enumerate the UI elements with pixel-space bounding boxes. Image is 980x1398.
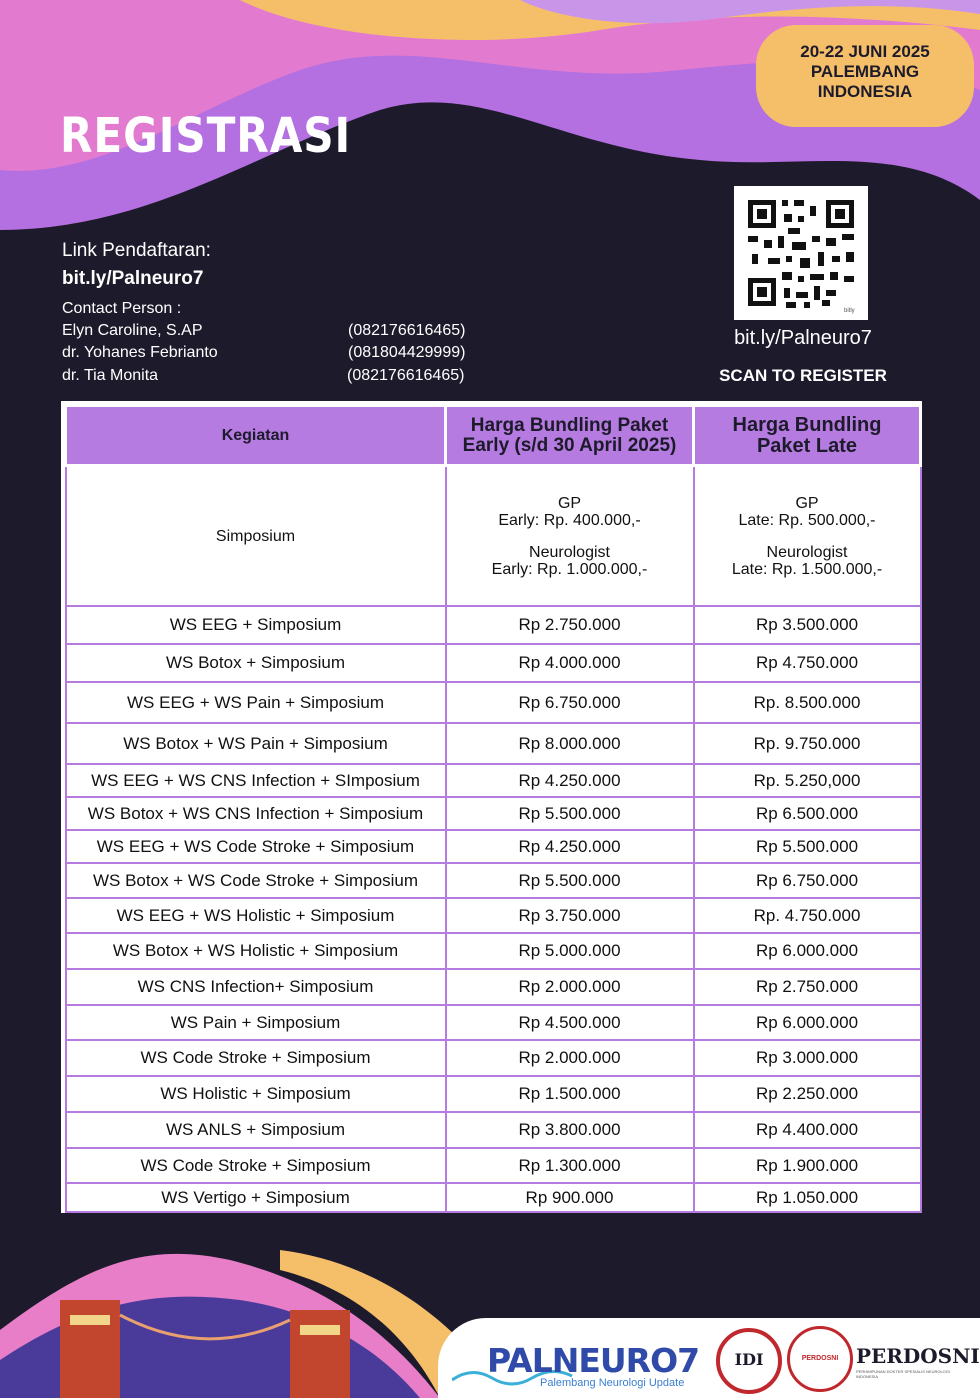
late-gp-label: GP bbox=[795, 494, 819, 512]
contact-phone[interactable]: (082176616465) bbox=[348, 322, 466, 339]
cell-late: Rp 3.500.000 bbox=[694, 606, 921, 644]
cell-kegiatan: WS Botox + WS Code Stroke + Simposium bbox=[66, 863, 446, 898]
palneuro-tagline: Palembang Neurologi Update bbox=[540, 1377, 685, 1389]
late-gp-price: Late: Rp. 500.000,- bbox=[738, 511, 876, 529]
cell-late: Rp 6.000.000 bbox=[694, 1005, 921, 1040]
table-row-simposium bbox=[66, 466, 921, 607]
cell-kegiatan: WS Code Stroke + Simposium bbox=[66, 1148, 446, 1183]
table-row bbox=[66, 933, 921, 969]
pricing-table-container bbox=[61, 401, 922, 1213]
table-row bbox=[66, 764, 921, 797]
idi-logo-text: IDI bbox=[734, 1350, 764, 1369]
table-row bbox=[66, 797, 921, 830]
cell-late: Rp 3.000.000 bbox=[694, 1040, 921, 1076]
cell-kegiatan: WS Botox + Simposium bbox=[66, 644, 446, 682]
cell-kegiatan: WS EEG + WS Code Stroke + Simposium bbox=[66, 830, 446, 863]
table-row bbox=[66, 863, 921, 898]
cell-early: Rp 900.000 bbox=[446, 1183, 694, 1212]
cell-late: Rp 1.050.000 bbox=[694, 1183, 921, 1212]
cell-late bbox=[694, 466, 921, 607]
cell-early: Rp 5.000.000 bbox=[446, 933, 694, 969]
event-date: 20-22 JUNI 2025 bbox=[800, 42, 930, 61]
link-label: Link Pendaftaran: bbox=[62, 240, 211, 261]
header-late bbox=[694, 406, 921, 466]
cell-early bbox=[446, 466, 694, 607]
cell-late: Rp. 4.750.000 bbox=[694, 898, 921, 933]
cell-late: Rp 2.750.000 bbox=[694, 969, 921, 1005]
cell-kegiatan: WS CNS Infection+ Simposium bbox=[66, 969, 446, 1005]
cell-late: Rp 2.250.000 bbox=[694, 1076, 921, 1112]
early-gp-label: GP bbox=[557, 494, 582, 512]
table-row bbox=[66, 1112, 921, 1148]
table-row bbox=[66, 1076, 921, 1112]
header-late-line1: Harga Bundling bbox=[732, 413, 882, 436]
qr-code-icon bbox=[734, 186, 868, 320]
early-neuro-price: Early: Rp. 1.000.000,- bbox=[491, 560, 648, 578]
table-row bbox=[66, 1183, 921, 1212]
cell-late: Rp 5.500.000 bbox=[694, 830, 921, 863]
cell-kegiatan: WS ANLS + Simposium bbox=[66, 1112, 446, 1148]
cell-kegiatan: WS EEG + WS CNS Infection + SImposium bbox=[66, 764, 446, 797]
cell-late: Rp. 8.500.000 bbox=[694, 682, 921, 723]
table-row bbox=[66, 830, 921, 863]
cell-early: Rp 6.750.000 bbox=[446, 682, 694, 723]
cell-kegiatan: WS EEG + Simposium bbox=[66, 606, 446, 644]
table-row bbox=[66, 606, 921, 644]
cell-kegiatan: WS Botox + WS CNS Infection + Simposium bbox=[66, 797, 446, 830]
cell-early: Rp 5.500.000 bbox=[446, 863, 694, 898]
qr-corner-text: bitly bbox=[844, 308, 855, 314]
qr-link[interactable]: bit.ly/Palneuro7 bbox=[734, 327, 872, 349]
header-early bbox=[446, 406, 694, 466]
table-header-row bbox=[66, 406, 921, 466]
early-neuro-label: Neurologist bbox=[529, 543, 610, 561]
cell-early: Rp 1.300.000 bbox=[446, 1148, 694, 1183]
table-row bbox=[66, 969, 921, 1005]
spacer bbox=[695, 529, 920, 544]
cell-kegiatan: WS Botox + WS Holistic + Simposium bbox=[66, 933, 446, 969]
contact-name: Elyn Caroline, S.AP bbox=[62, 322, 203, 339]
palneuro-logo: PALNEURO7 bbox=[487, 1341, 700, 1380]
table-row bbox=[66, 644, 921, 682]
event-country: INDONESIA bbox=[817, 82, 913, 101]
contact-person-label: Contact Person : bbox=[62, 300, 182, 317]
pricing-table bbox=[64, 404, 922, 1213]
table-row bbox=[66, 723, 921, 764]
cell-early: Rp 1.500.000 bbox=[446, 1076, 694, 1112]
cell-late: Rp 4.400.000 bbox=[694, 1112, 921, 1148]
cell-early: Rp 4.000.000 bbox=[446, 644, 694, 682]
cell-kegiatan: Simposium bbox=[66, 466, 446, 607]
early-gp-price: Early: Rp. 400.000,- bbox=[498, 511, 641, 529]
cell-late: Rp. 9.750.000 bbox=[694, 723, 921, 764]
late-neuro-label: Neurologist bbox=[766, 543, 848, 561]
perdosni-subtitle: PERHIMPUNAN DOKTER SPESIALIS NEUROLOGI INDONESIA bbox=[856, 1369, 951, 1379]
cell-early: Rp 3.800.000 bbox=[446, 1112, 694, 1148]
header-late-line2: Paket Late bbox=[756, 434, 858, 457]
contact-name: dr. Tia Monita bbox=[62, 367, 159, 384]
header-early-line2: Early (s/d 30 April 2025) bbox=[462, 434, 677, 456]
cell-early: Rp 2.750.000 bbox=[446, 606, 694, 644]
cell-kegiatan: WS Pain + Simposium bbox=[66, 1005, 446, 1040]
perdosni-seal-text: PERDOSNI bbox=[801, 1355, 839, 1362]
header-early-line1: Harga Bundling Paket bbox=[470, 414, 669, 436]
cell-early: Rp 4.250.000 bbox=[446, 764, 694, 797]
cell-early: Rp 8.000.000 bbox=[446, 723, 694, 764]
cell-early: Rp 4.500.000 bbox=[446, 1005, 694, 1040]
table-row bbox=[66, 898, 921, 933]
cell-late: Rp 1.900.000 bbox=[694, 1148, 921, 1183]
cell-kegiatan: WS Code Stroke + Simposium bbox=[66, 1040, 446, 1076]
page-title: REGISTRASI bbox=[60, 108, 352, 164]
event-city: PALEMBANG bbox=[810, 62, 920, 81]
scan-to-register: SCAN TO REGISTER bbox=[719, 366, 887, 385]
perdosni-label: PERDOSNI bbox=[856, 1344, 980, 1368]
registration-link[interactable]: bit.ly/Palneuro7 bbox=[62, 268, 204, 289]
cell-early: Rp 2.000.000 bbox=[446, 969, 694, 1005]
cell-late: Rp 4.750.000 bbox=[694, 644, 921, 682]
table-row bbox=[66, 1040, 921, 1076]
cell-kegiatan: WS EEG + WS Pain + Simposium bbox=[66, 682, 446, 723]
idi-logo bbox=[716, 1328, 782, 1394]
late-neuro-price: Late: Rp. 1.500.000,- bbox=[731, 560, 883, 578]
cell-early: Rp 4.250.000 bbox=[446, 830, 694, 863]
qr-code[interactable] bbox=[734, 186, 868, 320]
contact-phone[interactable]: (082176616465) bbox=[347, 367, 465, 384]
event-date-badge bbox=[756, 25, 974, 127]
header-kegiatan: Kegiatan bbox=[66, 406, 446, 466]
cell-kegiatan: WS EEG + WS Holistic + Simposium bbox=[66, 898, 446, 933]
cell-early: Rp 5.500.000 bbox=[446, 797, 694, 830]
cell-late: Rp 6.000.000 bbox=[694, 933, 921, 969]
contact-phone[interactable]: (081804429999) bbox=[348, 344, 466, 361]
cell-late: Rp. 5.250,000 bbox=[694, 764, 921, 797]
cell-kegiatan: WS Holistic + Simposium bbox=[66, 1076, 446, 1112]
cell-early: Rp 3.750.000 bbox=[446, 898, 694, 933]
spacer bbox=[447, 529, 693, 544]
table-row bbox=[66, 682, 921, 723]
cell-kegiatan: WS Vertigo + Simposium bbox=[66, 1183, 446, 1212]
cell-late: Rp 6.750.000 bbox=[694, 863, 921, 898]
contact-name: dr. Yohanes Febrianto bbox=[62, 344, 218, 361]
cell-late: Rp 6.500.000 bbox=[694, 797, 921, 830]
cell-kegiatan: WS Botox + WS Pain + Simposium bbox=[66, 723, 446, 764]
perdosni-seal-logo bbox=[787, 1326, 853, 1392]
table-row bbox=[66, 1005, 921, 1040]
table-row bbox=[66, 1148, 921, 1183]
cell-early: Rp 2.000.000 bbox=[446, 1040, 694, 1076]
